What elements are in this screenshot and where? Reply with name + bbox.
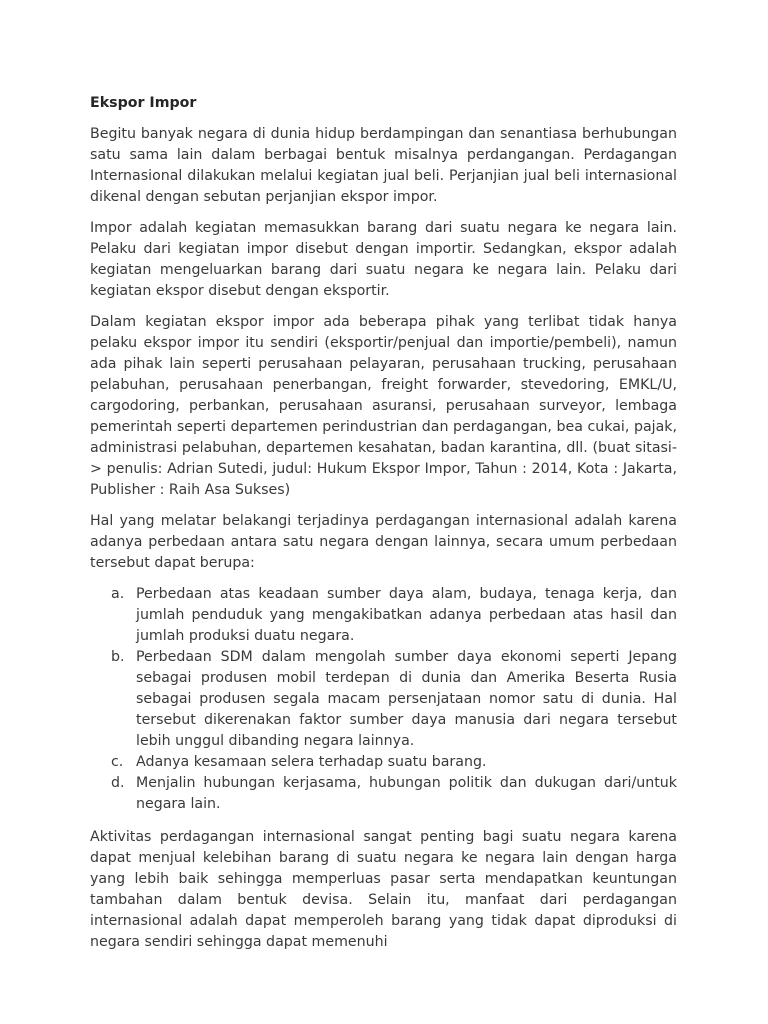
paragraph-import-export-definition: Impor adalah kegiatan memasukkan barang dari suatu negara ke negara lain. Pelaku dari kegiatan impor disebut dengan importir. Sedangkan, ekspor adalah kegiatan mengeluarkan barang dari suatu negara ke negara lain. Pelaku dari kegiatan ekspor disebut dengan eksportir.: [90, 220, 677, 299]
document-page: [90, 93, 677, 963]
paragraph-background: Hal yang melatar belakangi terjadinya perdagangan internasional adalah karena adanya perbedaan antara satu negara dengan lainnya, secara umum perbedaan tersebut dapat berupa:: [90, 513, 677, 571]
list-marker: b.: [111, 649, 125, 665]
paragraph-parties-involved: Dalam kegiatan ekspor impor ada beberapa pihak yang terlibat tidak hanya pelaku ekspor impor itu sendiri (eksportir/penjual dan importie/pembeli), namun ada pihak lain seperti perusahaan pelayaran, perusahaan trucking, perusahaan pelabuhan, perusahaan penerbangan, freight forwarder, stevedoring, EMKL/U, cargodoring, perbankan, perusahaan asuransi, perusahaan surveyor, lembaga pemerintah seperti departemen perindustrian dan perdagangan, bea cukai, pajak, administrasi pelabuhan, departemen kesahatan, badan karantina, dll. (buat sitasi-> penulis: Adrian Sutedi, judul: Hukum Ekspor Impor, Tahun : 2014, Kota : Jakarta, Publisher : Raih Asa Sukses): [90, 314, 677, 498]
list-item: [111, 647, 677, 752]
paragraph-benefits: Aktivitas perdagangan internasional sangat penting bagi suatu negara karena dapat menjual kelebihan barang di suatu negara ke negara lain dengan harga yang lebih baik sehingga memperluas pasar serta mendapatkan keuntungan tambahan dalam bentuk devisa. Selain itu, manfaat dari perdagangan internasional adalah dapat memperoleh barang yang tidak dapat diproduksi di negara sendiri sehingga dapat memenuhi: [90, 829, 677, 950]
list-item: [111, 773, 677, 815]
document-title: Ekspor Impor: [90, 95, 197, 111]
list-item: [111, 752, 677, 773]
paragraph-intro: Begitu banyak negara di dunia hidup berdampingan dan senantiasa berhubungan satu sama lain dalam berbagai bentuk misalnya perdangangan. Perdagangan Internasional dilakukan melalui kegiatan jual beli. Perjanjian jual beli internasional dikenal dengan sebutan perjanjian ekspor impor.: [90, 126, 677, 205]
list-item: [111, 584, 677, 647]
differences-list: [90, 584, 677, 815]
list-marker: c.: [111, 754, 124, 770]
list-item-text: Perbedaan SDM dalam mengolah sumber daya ekonomi seperti Jepang sebagai produsen mobil terdepan di dunia dan Amerika Beserta Rusia sebagai produsen segala macam persenjataan nomor satu di dunia. Hal tersebut dikerenakan faktor sumber daya manusia dari negara tersebut lebih unggul dibanding negara lainnya.: [136, 649, 677, 749]
list-marker: d.: [111, 775, 125, 791]
list-marker: a.: [111, 586, 125, 602]
list-item-text: Menjalin hubungan kerjasama, hubungan politik dan dukugan dari/untuk negara lain.: [136, 775, 677, 812]
list-item-text: Adanya kesamaan selera terhadap suatu barang.: [136, 754, 487, 770]
list-item-text: Perbedaan atas keadaan sumber daya alam, budaya, tenaga kerja, dan jumlah penduduk yang mengakibatkan adanya perbedaan atas hasil dan jumlah produksi duatu negara.: [136, 586, 677, 644]
